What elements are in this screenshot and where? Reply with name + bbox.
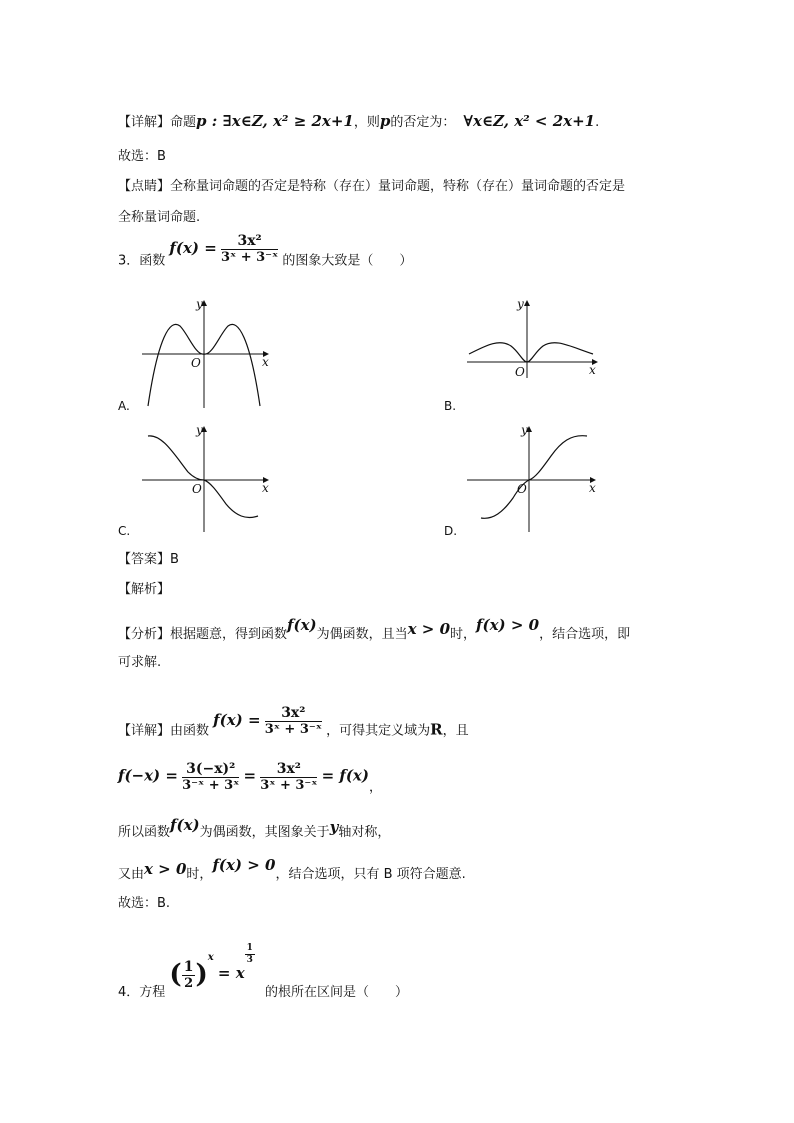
q4-paren-right: ) [195,959,208,990]
even-prefix: 所以函数 [118,825,171,840]
axis-x-label: x [589,363,596,377]
detail-numerator: 3x² [265,706,322,722]
even-equation [118,761,382,795]
graph-option-b [463,298,603,380]
also-res: f(x) > 0 [212,856,276,874]
even-line [118,816,391,840]
also-cond: x > 0 [144,860,187,878]
question-3-tail: 的图象大致是（ ） [282,253,413,269]
even-mid: 为偶函数，其图象关于 [199,825,330,840]
detail-fraction [265,706,322,736]
function-fraction [221,234,278,264]
period: . [595,115,600,130]
eq-numerator-2: 3x² [260,762,317,778]
question-3-number: 3．函数 [118,253,166,269]
q4-base-num: 1 [183,958,194,975]
question-4-tail: 的根所在区间是（ ） [265,985,409,1000]
detail-mid-2: ，可得其定义域为 [326,723,431,739]
graph-option-d [465,424,603,534]
also-line [118,856,466,882]
q4-rhs-exponent [245,944,255,965]
negation-label: 的否定为： [390,115,456,130]
proposition-formula: p : ∃x∈Z, x² ≥ 2x+1 [196,112,354,130]
eq-denominator-2: 3ˣ + 3⁻ˣ [260,778,318,793]
detail-mid: ，则 [353,115,380,130]
negation-formula: ∀x∈Z, x² < 2x+1 [463,112,596,130]
analysis-sentence [118,616,631,642]
y-axis-symbol: y [329,818,339,836]
option-c-label: C. [118,524,131,538]
tip-line-2: 全称量词命题. [118,210,201,225]
analysis-line: 【解析】 [118,582,171,597]
curve-c [148,436,258,518]
analysis-line-2: 可求解. [118,655,162,670]
detail-denominator: 3ˣ + 3⁻ˣ [264,722,322,737]
proposition-p: p [379,112,391,130]
also-mid: 时， [186,867,213,882]
axis-y-label: y [196,424,203,437]
choose-line-2: 故选：B. [118,896,171,911]
function-lhs: f(x) = [169,238,217,257]
axis-y-label: y [517,298,524,311]
axis-x-label: x [589,481,596,495]
question-3 [118,233,413,276]
origin-label: O [517,482,527,496]
analysis-mid-1: 为偶函数，且当 [316,627,408,642]
q4-equals: = x [217,964,245,982]
answer-line: 【答案】B [118,552,179,567]
also-prefix: 又由 [118,867,145,882]
eq-lhs: f(−x) = [118,766,178,785]
graph-option-a [140,298,275,410]
axis-y-label: y [521,424,528,437]
q4-base-den: 2 [184,975,194,991]
choose-line-1: 故选：B [118,149,166,164]
fraction-denominator: 3ˣ + 3⁻ˣ [220,250,279,265]
q4-paren-left: ( [169,959,182,990]
q4-exponent: x [207,952,214,963]
origin-label: O [192,482,202,496]
tip-line-1: 【点睛】全称量词命题的否定是特称（存在）量词命题，特称（存在）量词命题的否定是 [118,179,626,194]
question-4-number: 4．方程 [118,985,166,1000]
analysis-prefix: 【分析】根据题意，得到函数 [118,627,288,642]
eq-rhs: = f(x) [321,766,369,785]
axis-x-label: x [262,481,269,495]
fx-positive: f(x) > 0 [476,616,540,634]
real-set: R [430,720,443,739]
fx-symbol: f(x) [287,616,317,634]
even-fx: f(x) [170,816,200,834]
q4-lhs [169,944,254,990]
eq-fraction-2 [260,762,317,792]
eq-comma: ， [368,779,382,795]
condition-x-positive: x > 0 [407,620,451,638]
detail-tail-2: ，且 [442,723,469,739]
axis-y-label: y [196,298,203,311]
origin-label: O [515,365,525,379]
graph-option-c [140,424,275,534]
option-b-label: B. [444,399,457,413]
curve-b [469,343,593,362]
curve-d [481,436,587,519]
axis-x-label: x [262,355,269,369]
question-4 [118,943,409,1008]
eq-numerator-1: 3(−x)² [182,762,239,778]
detail-line-1 [118,114,599,129]
also-tail: ，结合选项，只有 B 项符合题意. [275,867,466,882]
detail-lhs: f(x) = [213,710,261,729]
detail-prefix: 【详解】命题 [118,115,197,130]
option-d-label: D. [444,524,458,538]
analysis-tail: ，结合选项，即 [539,627,631,642]
q4-rhs-den: 3 [246,955,253,965]
q4-base-fraction [182,960,196,990]
fraction-numerator: 3x² [221,234,278,250]
option-a-label: A. [118,399,130,413]
q4-rhs-num: 1 [246,943,253,953]
eq-equals: = [243,766,257,785]
analysis-mid-2: 时， [450,627,477,642]
detail-prefix-2: 【详解】由函数 [118,723,210,739]
eq-denominator-1: 3⁻ˣ + 3ˣ [182,778,240,793]
even-tail: 轴对称， [338,825,391,840]
eq-fraction-1 [182,762,239,792]
origin-label: O [191,356,201,370]
detail-sentence [118,705,469,746]
